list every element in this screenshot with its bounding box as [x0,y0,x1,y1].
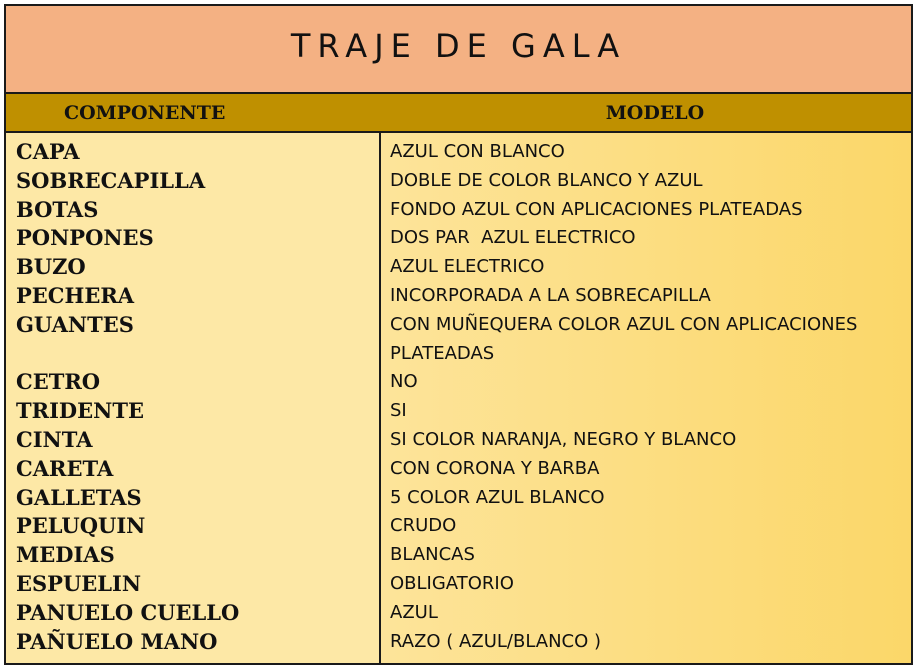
model-description: RAZO ( AZUL/BLANCO ) [390,630,602,652]
row-spacer [6,340,379,369]
model-description: AZUL [390,601,438,623]
costume-table [4,4,913,665]
header-component: COMPONENTE [64,101,226,124]
component-name: BUZO [16,254,86,280]
component-name: ESPUELIN [16,570,142,596]
model-description: NO [390,371,418,393]
component-name: GALLETAS [16,484,142,510]
page-title: TRAJE DE GALA [290,27,627,65]
table-header [6,94,911,133]
component-name: PECHERA [16,282,135,308]
table-body [6,133,911,663]
model-description: SI COLOR NARANJA, NEGRO Y BLANCO [390,428,737,450]
component-name: TRIDENTE [16,398,144,424]
component-name: CAPA [16,139,80,164]
component-name: GUANTES [16,311,134,337]
title-bar [6,6,911,94]
component-name: PONPONES [16,225,154,251]
model-description: DOBLE DE COLOR BLANCO Y AZUL [390,169,703,191]
model-description: BLANCAS [390,544,475,566]
component-name: SOBRECAPILLA [16,167,206,193]
model-description: OBLIGATORIO [390,572,514,594]
model-description: 5 COLOR AZUL BLANCO [390,486,605,508]
model-description: DOS PAR AZUL ELECTRICO [390,227,636,249]
model-description: FONDO AZUL CON APLICACIONES PLATEADAS [390,198,803,220]
component-name: MEDIAS [16,542,115,568]
component-name: CETRO [16,369,101,395]
component-name: PAÑUELO MANO [16,628,218,654]
header-model: MODELO [605,101,705,124]
component-name: CINTA [16,426,93,452]
component-name: CARETA [16,455,114,481]
model-description: CON MUÑEQUERA COLOR AZUL CON APLICACIONES PLATEADAS [390,313,864,364]
model-description: AZUL ELECTRICO [390,256,545,278]
component-name: PANUELO CUELLO [16,599,240,625]
component-name: PELUQUIN [16,513,146,539]
component-column [6,133,381,663]
model-description: CON CORONA Y BARBA [390,457,600,479]
model-description: INCORPORADA A LA SOBRECAPILLA [390,284,711,306]
model-description: SI [390,400,407,422]
model-column [381,133,911,663]
model-description: CRUDO [390,515,457,537]
model-description: AZUL CON BLANCO [390,141,565,162]
component-name: BOTAS [16,196,99,222]
